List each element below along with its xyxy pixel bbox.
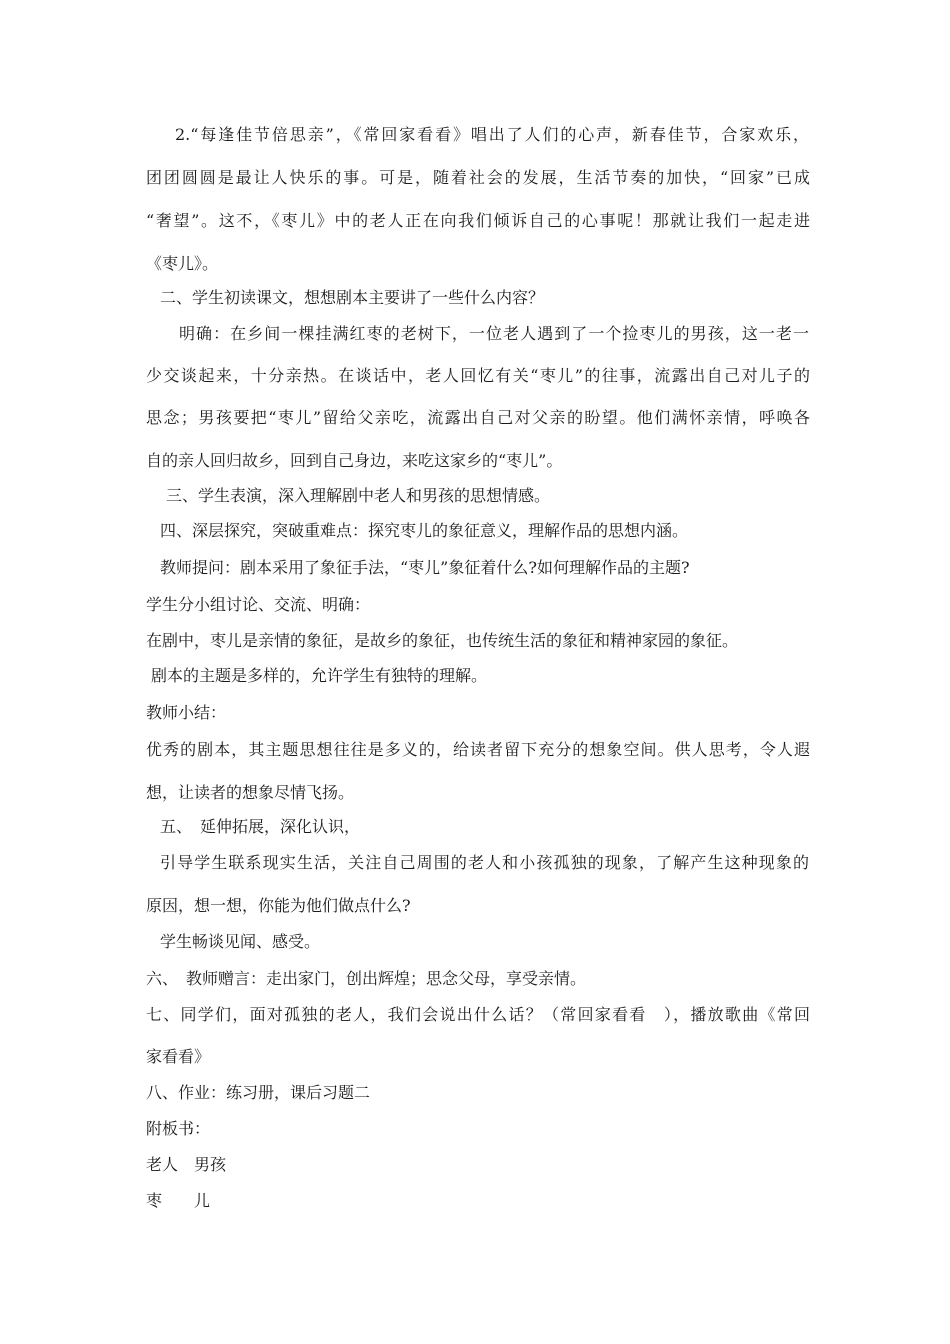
paragraph-intro-line-4: 《枣儿》。 (146, 254, 219, 273)
symbolism-statement: 在剧中，枣儿是亲情的象征，是故乡的象征，也传统生活的象征和精神家园的象征。 (146, 631, 739, 650)
section-7-line-1: 七、同学们，面对孤独的老人，我们会说出什么话？（常回家看看 ），播放歌曲《常回 (146, 1005, 810, 1024)
answer-line-1: 明确：在乡间一棵挂满红枣的老树下，一位老人遇到了一个捡枣儿的男孩，这一老一 (179, 324, 809, 343)
board-notes-row-1: 老人 男孩 (146, 1155, 227, 1174)
paragraph-intro-line-1: 2.“每逢佳节倍思亲”，《常回家看看》唱出了人们的心声，新春佳节，合家欢乐， (175, 125, 809, 144)
section-6-teacher-message: 六、 教师赠言：走出家门，创出辉煌；思念父母，享受亲情。 (146, 969, 587, 988)
extension-line-1: 引导学生联系现实生活，关注自己周围的老人和小孩孤独的现象，了解产生这种现象的 (160, 853, 809, 872)
board-notes-row-2: 枣 儿 (146, 1191, 211, 1210)
extension-line-2: 原因，想一想，你能为他们做点什么? (146, 896, 411, 915)
answer-line-2: 少交谈起来，十分亲热。在谈话中，老人回忆有关“枣儿”的往事，流露出自己对儿子的 (146, 366, 810, 385)
teacher-summary-label: 教师小结： (146, 703, 227, 722)
paragraph-intro-line-2: 团团圆圆是最让人快乐的事。可是，随着社会的发展，生活节奏的加快，“回家”已成 (146, 168, 810, 187)
group-discussion: 学生分小组讨论、交流、明确： (146, 595, 371, 614)
section-7-line-2: 家看看》 (146, 1047, 211, 1066)
answer-line-3: 思念；男孩要把“枣儿”留给父亲吃，流露出自己对父亲的盼望。他们满怀亲情，呼唤各 (146, 408, 810, 427)
summary-line-1: 优秀的剧本，其主题思想往往是多义的，给读者留下充分的想象空间。供人思考，令人遐 (146, 740, 810, 759)
section-4-heading: 四、深层探究，突破重难点：探究枣儿的象征意义，理解作品的思想内涵。 (160, 521, 689, 540)
theme-statement: 剧本的主题是多样的，允许学生有独特的理解。 (151, 666, 488, 685)
board-notes-label: 附板书： (146, 1119, 211, 1138)
student-sharing: 学生畅谈见闻、感受。 (160, 932, 321, 951)
paragraph-intro-line-3: “奢望”。这不，《枣儿》中的老人正在向我们倾诉自己的心事呢！那就让我们一起走进 (146, 211, 810, 230)
summary-line-2: 想，让读者的想象尽情飞扬。 (146, 783, 355, 802)
section-3-heading: 三、学生表演，深入理解剧中老人和男孩的思想情感。 (166, 486, 551, 505)
section-2-heading: 二、学生初读课文，想想剧本主要讲了一些什么内容？ (160, 288, 545, 307)
section-8-homework: 八、作业：练习册，课后习题二 (146, 1083, 371, 1102)
answer-line-4: 自的亲人回归故乡，回到自己身边，来吃这家乡的“枣儿”。 (146, 451, 563, 470)
teacher-question: 教师提问：剧本采用了象征手法，“枣儿”象征着什么?如何理解作品的主题? (160, 558, 690, 577)
section-5-heading: 五、 延伸拓展，深化认识， (160, 817, 361, 836)
